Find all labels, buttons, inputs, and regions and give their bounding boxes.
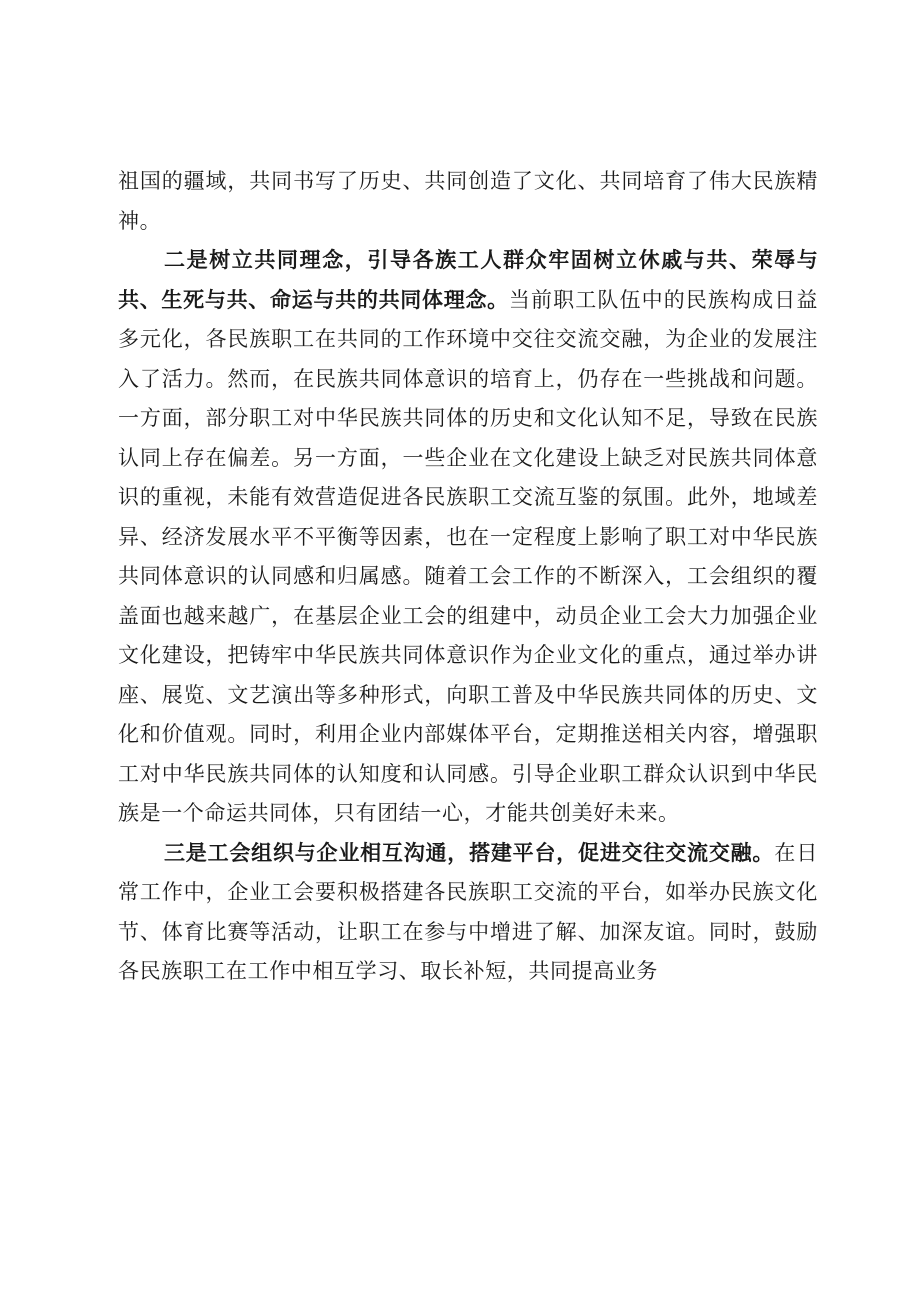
paragraph-body: 当前职工队伍中的民族构成日益多元化，各民族职工在共同的工作环境中交往交流交融，为企业的发展注入了活力。然而，在民族共同体意识的培育上，仍存在一些挑战和问题。一方面，部分职工对中华民族共同体的历史和文化认知不足，导致在民族认同上存在偏差。另一方面，一些企业在文化建设上缺乏对民族共同体意识的重视，未能有效营造促进各民族职工交流互鉴的氛围。此外，地域差异、经济发展水平不平衡等因素，也在一定程度上影响了职工对中华民族共同体意识的认同感和归属感。随着工会工作的不断深入，工会组织的覆盖面也越来越广，在基层企业工会的组建中，动员企业工会大力加强企业文化建设，把铸牢中华民族共同体意识作为企业文化的重点，通过举办讲座、展览、文艺演出等多种形式，向职工普及中华民族共同体的历史、文化和价值观。同时，利用企业内部媒体平台，定期推送相关内容，增强职工对中华民族共同体的认知度和认同感。引导企业职工群众认识到中华民族是一个命运共同体，只有团结一心，才能共创美好未来。 — [118, 287, 818, 825]
paragraph-body: 在日常工作中，企业工会要积极搭建各民族职工交流的平台，如举办民族文化节、体育比赛等活动，让职工在参与中增进了解、加深友谊。同时，鼓励各民族职工在工作中相互学习、取长补短，共同提高业务 — [118, 840, 818, 983]
paragraph-point-three — [118, 834, 818, 992]
paragraph-point-two — [118, 241, 818, 834]
paragraph-lead-heading: 二是树立共同理念，引导各族工人群众牢固树立休戚与共、荣辱与共、生死与共、命运与共的共同体理念。 — [118, 248, 818, 312]
body-text — [118, 162, 818, 992]
paragraph-lead-heading: 三是工会组织与企业相互沟通，搭建平台，促进交往交流交融。 — [164, 840, 775, 865]
paragraph-body: 祖国的疆域，共同书写了历史、共同创造了文化、共同培育了伟大民族精神。 — [118, 169, 818, 233]
paragraph-continuation — [118, 162, 818, 241]
